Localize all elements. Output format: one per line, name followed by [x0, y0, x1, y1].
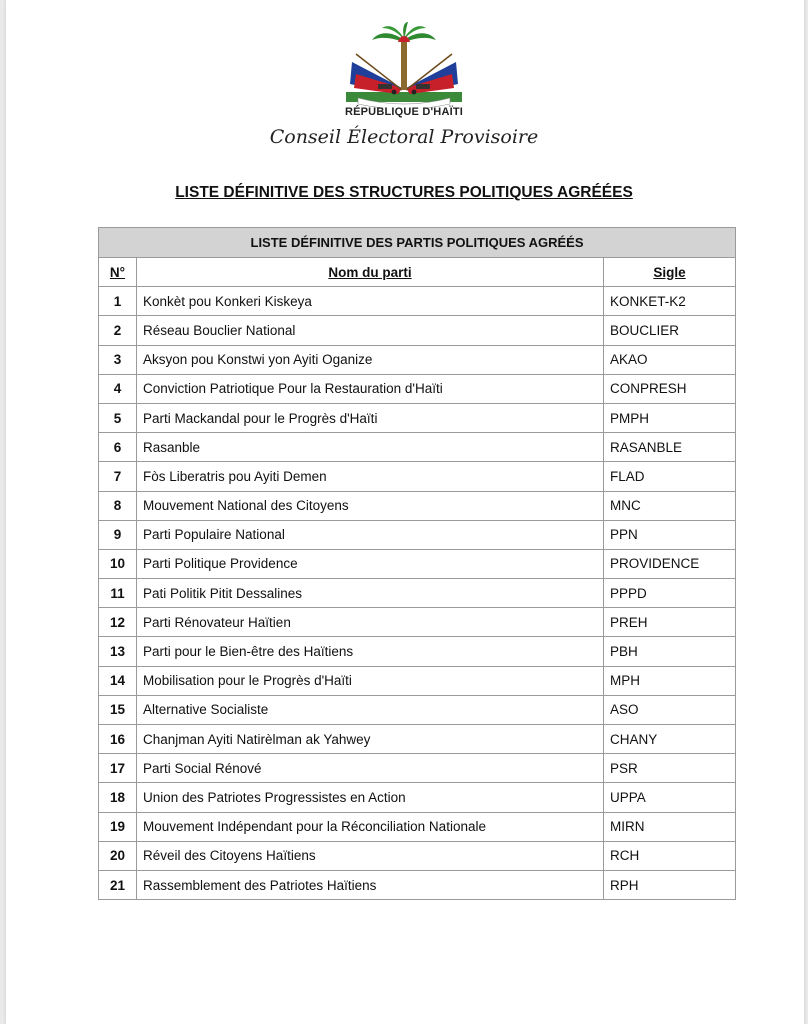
- party-name: Mouvement Indépendant pour la Réconciliation Nationale: [137, 812, 604, 841]
- party-acronym: BOUCLIER: [604, 316, 736, 345]
- party-name: Pati Politik Pitit Dessalines: [137, 579, 604, 608]
- row-number: 13: [99, 637, 137, 666]
- party-acronym: RPH: [604, 870, 736, 899]
- party-acronym: MIRN: [604, 812, 736, 841]
- table-caption-row: [99, 228, 736, 258]
- table-row: [99, 316, 736, 345]
- row-number: 11: [99, 579, 137, 608]
- table-row: [99, 637, 736, 666]
- table-row: [99, 462, 736, 491]
- party-name: Parti Rénovateur Haïtien: [137, 608, 604, 637]
- row-number: 12: [99, 608, 137, 637]
- party-acronym: UPPA: [604, 783, 736, 812]
- row-number: 21: [99, 870, 137, 899]
- party-acronym: KONKET-K2: [604, 287, 736, 316]
- party-acronym: PSR: [604, 754, 736, 783]
- table-row: [99, 841, 736, 870]
- row-number: 9: [99, 520, 137, 549]
- row-number: 16: [99, 725, 137, 754]
- party-acronym: CONPRESH: [604, 374, 736, 403]
- table-row: [99, 812, 736, 841]
- party-acronym: PBH: [604, 637, 736, 666]
- party-acronym: MPH: [604, 666, 736, 695]
- table-row: [99, 345, 736, 374]
- party-acronym: PREH: [604, 608, 736, 637]
- table-row: [99, 754, 736, 783]
- party-name: Réveil des Citoyens Haïtiens: [137, 841, 604, 870]
- party-acronym: ASO: [604, 695, 736, 724]
- table-row: [99, 579, 736, 608]
- party-name: Parti Politique Providence: [137, 549, 604, 578]
- party-acronym: PMPH: [604, 403, 736, 432]
- row-number: 15: [99, 695, 137, 724]
- row-number: 6: [99, 433, 137, 462]
- row-number: 7: [99, 462, 137, 491]
- row-number: 4: [99, 374, 137, 403]
- document-title: LISTE DÉFINITIVE DES STRUCTURES POLITIQUES AGRÉÉES: [175, 184, 633, 201]
- column-header-party-name: Nom du parti: [137, 258, 604, 287]
- party-name: Parti Mackandal pour le Progrès d'Haïti: [137, 403, 604, 432]
- table-header-row: [99, 258, 736, 287]
- table-row: [99, 666, 736, 695]
- row-number: 19: [99, 812, 137, 841]
- row-number: 18: [99, 783, 137, 812]
- table-row: [99, 870, 736, 899]
- party-acronym: CHANY: [604, 725, 736, 754]
- party-name: Mouvement National des Citoyens: [137, 491, 604, 520]
- row-number: 1: [99, 287, 137, 316]
- party-name: Rasanble: [137, 433, 604, 462]
- column-header-acronym: Sigle: [604, 258, 736, 287]
- row-number: 17: [99, 754, 137, 783]
- party-name: Aksyon pou Konstwi yon Ayiti Oganize: [137, 345, 604, 374]
- parties-table: [98, 227, 736, 900]
- party-acronym: PROVIDENCE: [604, 549, 736, 578]
- row-number: 14: [99, 666, 137, 695]
- party-name: Fòs Liberatris pou Ayiti Demen: [137, 462, 604, 491]
- party-name: Conviction Patriotique Pour la Restauration d'Haïti: [137, 374, 604, 403]
- party-acronym: MNC: [604, 491, 736, 520]
- table-row: [99, 287, 736, 316]
- table-caption: LISTE DÉFINITIVE DES PARTIS POLITIQUES AGRÉÉS: [99, 228, 736, 258]
- party-name: Parti Populaire National: [137, 520, 604, 549]
- party-acronym: AKAO: [604, 345, 736, 374]
- party-name: Réseau Bouclier National: [137, 316, 604, 345]
- table-row: [99, 520, 736, 549]
- row-number: 10: [99, 549, 137, 578]
- coat-of-arms-icon: [338, 22, 470, 108]
- republic-label: RÉPUBLIQUE D'HAÏTI: [344, 106, 464, 118]
- party-acronym: RCH: [604, 841, 736, 870]
- table-row: [99, 374, 736, 403]
- party-name: Alternative Socialiste: [137, 695, 604, 724]
- party-name: Union des Patriotes Progressistes en Action: [137, 783, 604, 812]
- party-acronym: PPPD: [604, 579, 736, 608]
- party-name: Parti pour le Bien-être des Haïtiens: [137, 637, 604, 666]
- table-row: [99, 608, 736, 637]
- table-row: [99, 695, 736, 724]
- table-row: [99, 549, 736, 578]
- row-number: 5: [99, 403, 137, 432]
- party-name: Mobilisation pour le Progrès d'Haïti: [137, 666, 604, 695]
- table-row: [99, 403, 736, 432]
- table-row: [99, 433, 736, 462]
- row-number: 3: [99, 345, 137, 374]
- party-name: Rassemblement des Patriotes Haïtiens: [137, 870, 604, 899]
- column-header-number: N°: [99, 258, 137, 287]
- table-row: [99, 783, 736, 812]
- party-acronym: PPN: [604, 520, 736, 549]
- row-number: 20: [99, 841, 137, 870]
- table-row: [99, 725, 736, 754]
- party-acronym: FLAD: [604, 462, 736, 491]
- row-number: 2: [99, 316, 137, 345]
- table-row: [99, 491, 736, 520]
- council-name: Conseil Électoral Provisoire: [269, 126, 539, 148]
- party-name: Parti Social Rénové: [137, 754, 604, 783]
- party-acronym: RASANBLE: [604, 433, 736, 462]
- party-name: Chanjman Ayiti Natirèlman ak Yahwey: [137, 725, 604, 754]
- party-name: Konkèt pou Konkeri Kiskeya: [137, 287, 604, 316]
- row-number: 8: [99, 491, 137, 520]
